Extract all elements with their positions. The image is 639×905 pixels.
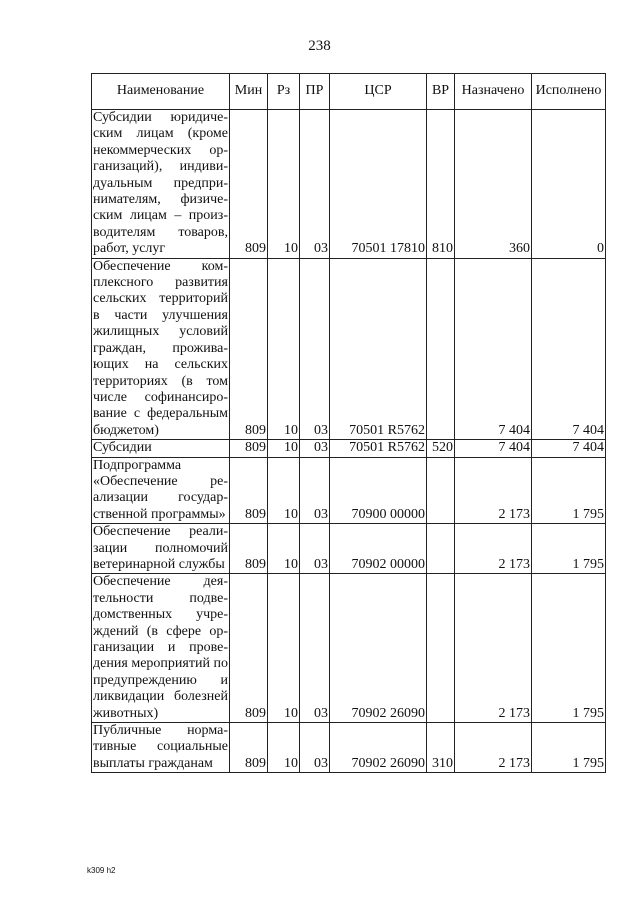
header-csr: ЦСР <box>330 74 427 110</box>
row-min: 809 <box>230 723 268 773</box>
row-csr: 70902 00000 <box>330 524 427 574</box>
row-vr <box>427 524 455 574</box>
table-row <box>92 524 606 574</box>
row-executed: 1 795 <box>532 457 606 524</box>
header-executed: Исполнено <box>532 74 606 110</box>
row-rz: 10 <box>268 574 300 723</box>
row-executed: 1 795 <box>532 574 606 723</box>
row-min: 809 <box>230 574 268 723</box>
row-executed: 0 <box>532 110 606 259</box>
table-row <box>92 574 606 723</box>
row-executed: 7 404 <box>532 258 606 439</box>
row-vr: 520 <box>427 440 455 457</box>
row-pr: 03 <box>300 723 330 773</box>
row-name: Обеспечение комплексного развития сельских территорий в части улучшения жилищных условий граждан, проживающих на сельских территориях (в том числе софинансирование с федеральным бюджетом) <box>93 258 228 438</box>
footer-code: k309 h2 <box>87 866 116 875</box>
row-pr: 03 <box>300 440 330 457</box>
table-row <box>92 258 606 439</box>
budget-table <box>91 73 606 773</box>
row-csr: 70501 R5762 <box>330 258 427 439</box>
row-pr: 03 <box>300 457 330 524</box>
row-pr: 03 <box>300 258 330 439</box>
row-rz: 10 <box>268 457 300 524</box>
row-vr <box>427 258 455 439</box>
header-name: Наименование <box>92 74 230 110</box>
row-assigned: 2 173 <box>455 723 532 773</box>
row-assigned: 7 404 <box>455 440 532 457</box>
row-executed: 1 795 <box>532 723 606 773</box>
header-rz: Рз <box>268 74 300 110</box>
row-name: Субсидии юридическим лицам (кроме некоммерческих организаций), индивидуальным предпринимателям, физическим лицам – производителям товаров, работ, услуг <box>93 110 228 257</box>
row-min: 809 <box>230 110 268 259</box>
row-name: Обеспечение деятельности подведомственных учреждений (в сфере организации и проведения мероприятий по предупреждению и ликвидации болезней животных) <box>93 574 228 721</box>
row-min: 809 <box>230 440 268 457</box>
row-rz: 10 <box>268 110 300 259</box>
row-executed: 7 404 <box>532 440 606 457</box>
row-assigned: 7 404 <box>455 258 532 439</box>
header-vr: ВР <box>427 74 455 110</box>
row-assigned: 2 173 <box>455 574 532 723</box>
row-pr: 03 <box>300 524 330 574</box>
row-csr: 70501 R5762 <box>330 440 427 457</box>
header-min: Мин <box>230 74 268 110</box>
row-rz: 10 <box>268 258 300 439</box>
row-name: Публичные нормативные социальные выплаты гражданам <box>93 723 228 771</box>
row-vr <box>427 574 455 723</box>
row-name: Подпрограмма «Обеспечение реализации государственной программы» <box>93 457 228 522</box>
row-csr: 70902 26090 <box>330 723 427 773</box>
row-pr: 03 <box>300 110 330 259</box>
row-vr: 310 <box>427 723 455 773</box>
page-number: 238 <box>308 38 331 54</box>
header-row <box>92 74 606 110</box>
row-rz: 10 <box>268 524 300 574</box>
row-min: 809 <box>230 258 268 439</box>
row-min: 809 <box>230 524 268 574</box>
row-rz: 10 <box>268 723 300 773</box>
row-csr: 70902 26090 <box>330 574 427 723</box>
table-row <box>92 110 606 259</box>
row-assigned: 2 173 <box>455 457 532 524</box>
row-name: Обеспечение реализации полномочий ветеринарной службы <box>93 524 228 572</box>
header-pr: ПР <box>300 74 330 110</box>
row-name: Субсидии <box>92 440 230 457</box>
row-pr: 03 <box>300 574 330 723</box>
row-assigned: 360 <box>455 110 532 259</box>
row-rz: 10 <box>268 440 300 457</box>
table-row <box>92 440 606 457</box>
table-row <box>92 723 606 773</box>
row-assigned: 2 173 <box>455 524 532 574</box>
row-executed: 1 795 <box>532 524 606 574</box>
row-csr: 70900 00000 <box>330 457 427 524</box>
row-vr: 810 <box>427 110 455 259</box>
row-csr: 70501 17810 <box>330 110 427 259</box>
header-assigned: Назначено <box>455 74 532 110</box>
row-vr <box>427 457 455 524</box>
table-row <box>92 457 606 524</box>
row-min: 809 <box>230 457 268 524</box>
